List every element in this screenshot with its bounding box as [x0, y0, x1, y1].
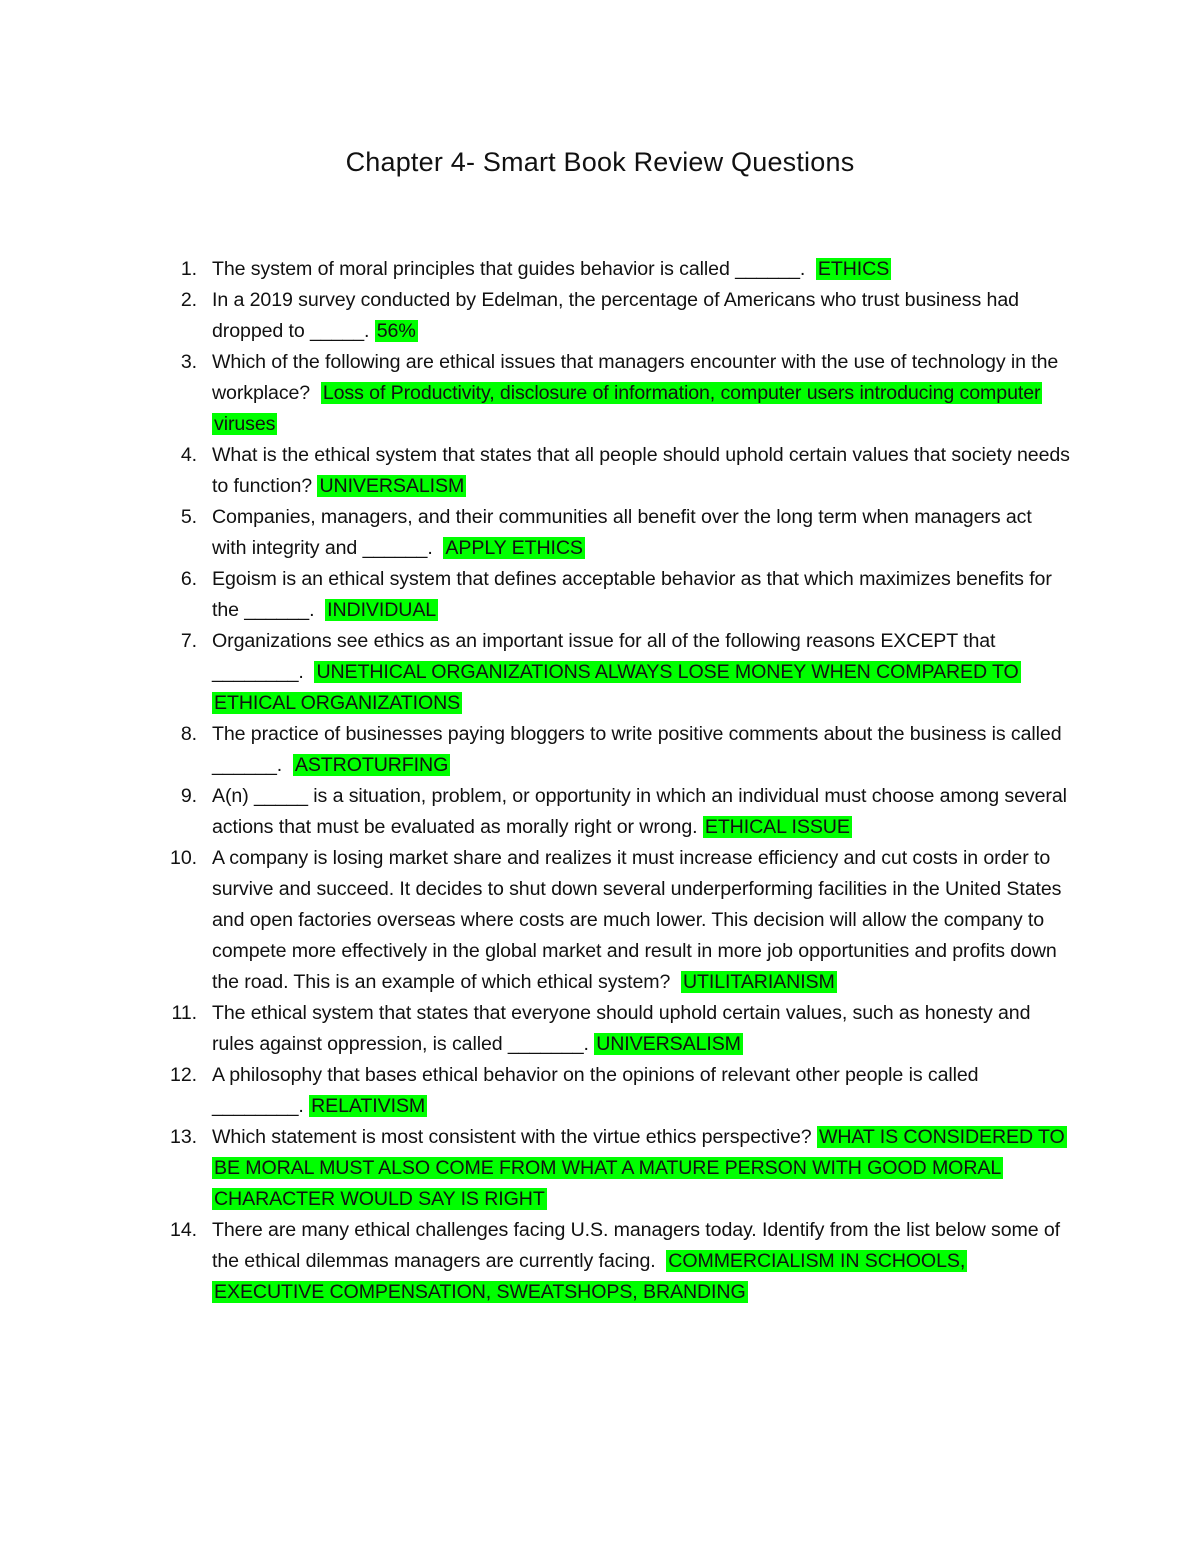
page-title: Chapter 4- Smart Book Review Questions	[345, 147, 855, 177]
question-text: The practice of businesses paying bloggers to write positive comments about the business is called ______.	[212, 723, 1062, 776]
question-number: 4.	[180, 444, 197, 466]
answer-highlight: UNETHICAL ORGANIZATIONS ALWAYS LOSE MONEY WHEN COMPARED TO ETHICAL ORGANIZATIONS	[214, 661, 1019, 714]
question-item	[0, 1060, 1200, 1122]
question-number: 11.	[171, 1002, 197, 1024]
answer-highlight: ETHICS	[817, 258, 890, 280]
question-number: 7.	[180, 630, 197, 652]
question-number: 6.	[180, 568, 197, 590]
question-item	[0, 998, 1200, 1060]
answer-highlight: 56%	[376, 320, 416, 342]
answer-highlight: UNIVERSALISM	[596, 1033, 741, 1055]
answer-highlight: INDIVIDUAL	[327, 599, 437, 621]
question-item	[0, 285, 1200, 347]
question-item	[0, 626, 1200, 719]
question-number: 2.	[180, 289, 197, 311]
question-item	[0, 1122, 1200, 1215]
question-list	[0, 254, 1200, 1308]
question-text: There are many ethical challenges facing U.S. managers today. Identify from the list below some of the ethical dilemmas managers are currently facing.	[212, 1219, 1061, 1272]
question-text: In a 2019 survey conducted by Edelman, the percentage of Americans who trust business had dropped to _____.	[212, 289, 1019, 342]
question-text: A(n) _____ is a situation, problem, or opportunity in which an individual must choose among several actions that must be evaluated as morally right or wrong.	[212, 785, 1067, 838]
question-item	[0, 347, 1200, 440]
question-number: 10.	[170, 847, 197, 869]
question-text: What is the ethical system that states that all people should uphold certain values that society needs to function?	[212, 444, 1070, 497]
question-number: 13.	[170, 1126, 197, 1148]
answer-highlight: Loss of Productivity, disclosure of information, computer users introducing computer viruses	[214, 382, 1041, 435]
question-number: 1.	[180, 258, 197, 280]
question-item	[0, 564, 1200, 626]
question-item	[0, 781, 1200, 843]
answer-highlight: COMMERCIALISM IN SCHOOLS, EXECUTIVE COMPENSATION, SWEATSHOPS, BRANDING	[214, 1250, 966, 1303]
question-text: Companies, managers, and their communities all benefit over the long term when managers act with integrity and ______.	[212, 506, 1032, 559]
question-text: The system of moral principles that guides behavior is called ______.	[212, 258, 806, 280]
question-text: A company is losing market share and realizes it must increase efficiency and cut costs in order to survive and succeed. It decides to shut down several underperforming facilities in the United States and open factories overseas where costs are much lower. This decision will allow the company to compete more effectively in the global market and result in more job opportunities and profits down the road. This is an example of which ethical system?	[212, 847, 1062, 993]
question-number: 9.	[180, 785, 197, 807]
answer-highlight: UTILITARIANISM	[683, 971, 835, 993]
answer-highlight: ETHICAL ISSUE	[704, 816, 850, 838]
answer-highlight: APPLY ETHICS	[445, 537, 583, 559]
question-text: Which of the following are ethical issues that managers encounter with the use of technology in the workplace?	[212, 351, 1059, 404]
question-number: 3.	[180, 351, 197, 373]
question-item	[0, 719, 1200, 781]
question-text: Which statement is most consistent with the virtue ethics perspective?	[212, 1126, 812, 1148]
question-item	[0, 440, 1200, 502]
question-text: The ethical system that states that everyone should uphold certain values, such as honesty and rules against oppression, is called _______.	[212, 1002, 1031, 1055]
question-item	[0, 1215, 1200, 1308]
question-item	[0, 502, 1200, 564]
answer-highlight: WHAT IS CONSIDERED TO BE MORAL MUST ALSO COME FROM WHAT A MATURE PERSON WITH GOOD MORAL CHARACTER WOULD SAY IS RIGHT	[214, 1126, 1065, 1210]
question-number: 12.	[170, 1064, 197, 1086]
question-item	[0, 843, 1200, 998]
question-text: Organizations see ethics as an important issue for all of the following reasons EXCEPT that ________.	[212, 630, 996, 683]
question-number: 14.	[170, 1219, 197, 1241]
answer-highlight: RELATIVISM	[311, 1095, 426, 1117]
question-number: 5.	[180, 506, 197, 528]
question-number: 8.	[180, 723, 197, 745]
question-text: A philosophy that bases ethical behavior on the opinions of relevant other people is called ________.	[212, 1064, 979, 1117]
answer-highlight: ASTROTURFING	[294, 754, 449, 776]
answer-highlight: UNIVERSALISM	[319, 475, 465, 497]
question-item	[0, 254, 1200, 285]
question-text: Egoism is an ethical system that defines acceptable behavior as that which maximizes benefits for the ______.	[212, 568, 1052, 621]
